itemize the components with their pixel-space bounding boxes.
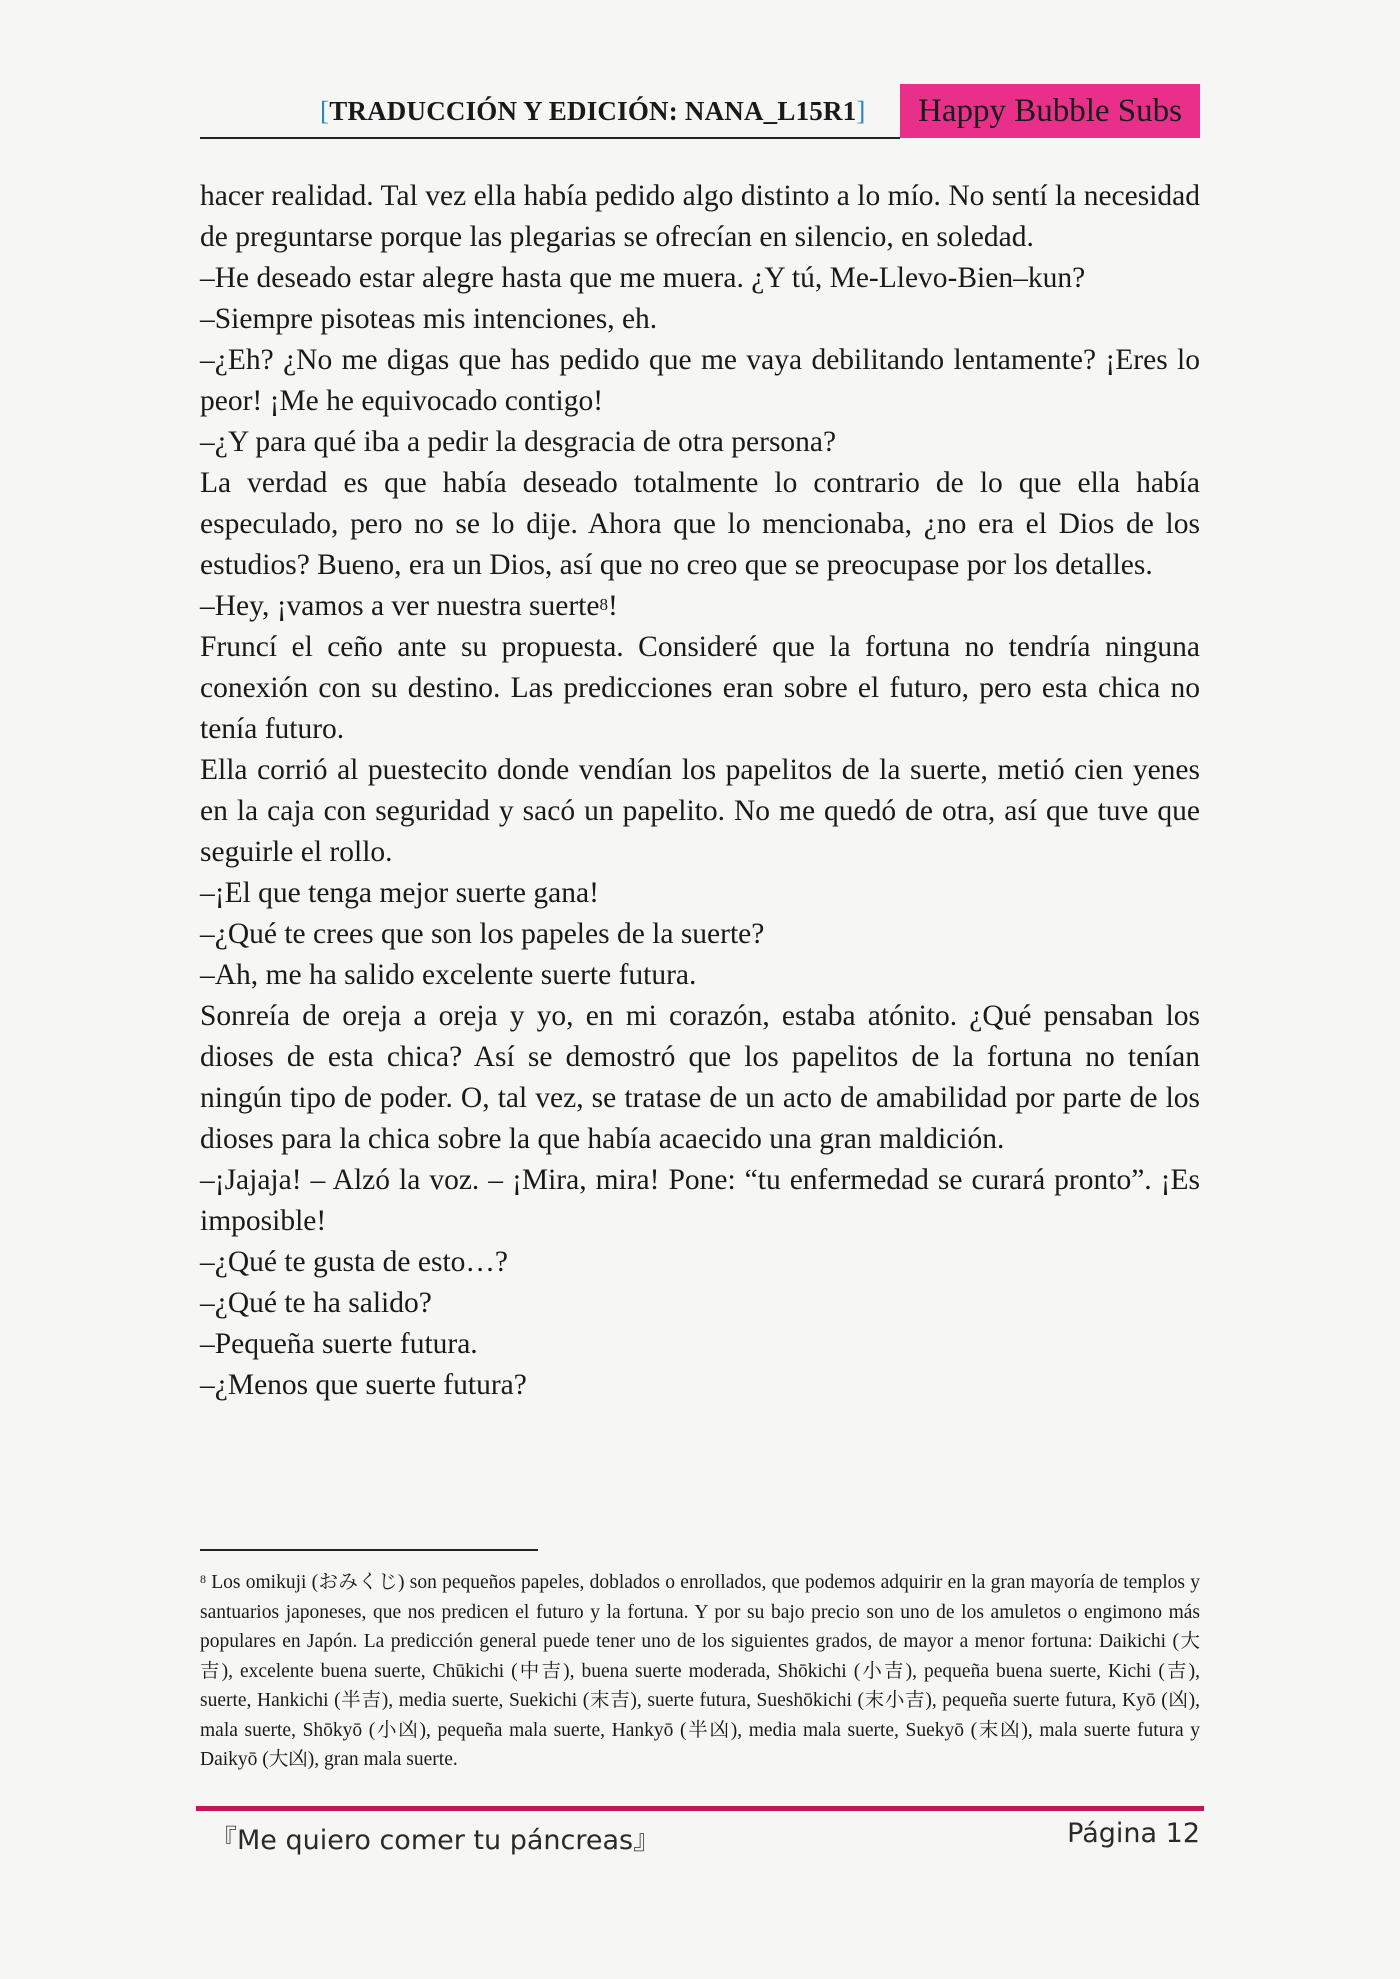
- dialogue-line: –¿Qué te crees que son los papeles de la suerte?: [200, 918, 765, 950]
- dialogue-text-end: !: [607, 590, 618, 622]
- footnote-separator: [200, 1549, 538, 1551]
- header-open-bracket: [: [320, 96, 330, 126]
- footer-page-number: Página 12: [1067, 1818, 1200, 1849]
- header-divider: [200, 137, 900, 139]
- dialogue-line: –¡Jajaja! – Alzó la voz. – ¡Mira, mira! Pone: “tu enfermedad se curará pronto”. ¡Es imposible!: [200, 1164, 1200, 1237]
- dialogue-line-with-footnote: [200, 586, 1200, 627]
- dialogue-line: –¡El que tenga mejor suerte gana!: [200, 877, 599, 909]
- header-title-text: TRADUCCIÓN Y EDICIÓN: NANA_L15R1: [329, 96, 857, 126]
- dialogue-line: –¿Y para qué iba a pedir la desgracia de otra persona?: [200, 426, 837, 458]
- dialogue-text: –Hey, ¡vamos a ver nuestra suerte: [200, 590, 600, 622]
- dialogue-line: –¿Eh? ¿No me digas que has pedido que me vaya debilitando lentamente? ¡Eres lo peor! ¡Me he equivocado contigo!: [200, 344, 1200, 417]
- paragraph: hacer realidad. Tal vez ella había pedido algo distinto a lo mío. No sentí la necesidad de preguntarse porque las plegarias se ofrecían en silencio, en soledad.: [200, 180, 1200, 253]
- dialogue-line: –¿Qué te ha salido?: [200, 1287, 432, 1319]
- footnote-reference: 8: [599, 595, 608, 614]
- page-header: [200, 84, 1200, 138]
- header-title: [320, 96, 866, 127]
- paragraph: La verdad es que había deseado totalmente lo contrario de lo que ella había especulado, pero no se lo dije. Ahora que lo mencionaba, ¿no era el Dios de los estudios? Bueno, era un Dios, así que no creo que se preocupase por los detalles.: [200, 467, 1200, 581]
- header-close-bracket: ]: [856, 96, 866, 126]
- footer-divider: [196, 1806, 1204, 1811]
- footnote-number: 8: [200, 1572, 206, 1586]
- paragraph: Sonreía de oreja a oreja y yo, en mi corazón, estaba atónito. ¿Qué pensaban los dioses de esta chica? Así se demostró que los papelitos de la fortuna no tenían ningún tipo de poder. O, tal vez, se tratase de un acto de amabilidad por parte de los dioses para la chica sobre la que había acaecido una gran maldición.: [200, 1000, 1200, 1155]
- dialogue-line: –¿Menos que suerte futura?: [200, 1369, 527, 1401]
- header-badge: Happy Bubble Subs: [900, 84, 1200, 138]
- dialogue-line: –¿Qué te gusta de esto…?: [200, 1246, 509, 1278]
- paragraph: Fruncí el ceño ante su propuesta. Consideré que la fortuna no tendría ninguna conexión con su destino. Las predicciones eran sobre el futuro, pero esta chica no tenía futuro.: [200, 631, 1200, 745]
- body-text: [200, 176, 1200, 1406]
- dialogue-line: –Ah, me ha salido excelente suerte futura.: [200, 959, 697, 991]
- dialogue-line: –Siempre pisoteas mis intenciones, eh.: [200, 303, 658, 335]
- footnote-text: Los omikuji (おみくじ) son pequeños papeles, doblados o enrollados, que podemos adquirir en la gran mayoría de templos y santuarios japoneses, que nos predicen el futuro y la fortuna. Y por su bajo precio son uno de los amuletos o engimono más populares en Japón. La predicción general puede tener uno de los siguientes grados, de mayor a menor fortuna: Daikichi (大吉), excelente buena suerte, Chūkichi (中吉), buena suerte moderada, Shōkichi (小吉), pequeña buena suerte, Kichi (吉), suerte, Hankichi (半吉), media suerte, Suekichi (末吉), suerte futura, Sueshōkichi (末小吉), pequeña suerte futura, Kyō (凶), mala suerte, Shōkyō (小凶), pequeña mala suerte, Hankyō (半凶), media mala suerte, Suekyō (末凶), mala suerte futura y Daikyō (大凶), gran mala suerte.: [200, 1572, 1200, 1770]
- dialogue-line: –Pequeña suerte futura.: [200, 1328, 478, 1360]
- footer-book-title: 『Me quiero comer tu páncreas』: [210, 1825, 661, 1856]
- footnote: [200, 1568, 1200, 1775]
- dialogue-line: –He deseado estar alegre hasta que me muera. ¿Y tú, Me-Llevo-Bien–kun?: [200, 262, 1086, 294]
- paragraph: Ella corrió al puestecito donde vendían los papelitos de la suerte, metió cien yenes en la caja con seguridad y sacó un papelito. No me quedó de otra, así que tuve que seguirle el rollo.: [200, 754, 1200, 868]
